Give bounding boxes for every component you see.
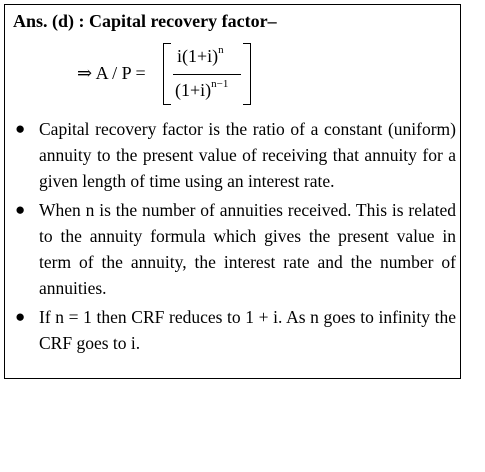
denominator-base: (1+i): [175, 80, 212, 100]
right-bracket: [243, 43, 251, 105]
list-item: [11, 197, 456, 301]
bullet-text: If n = 1 then CRF reduces to 1 + i. As n goes to infinity the CRF goes to i.: [39, 307, 456, 353]
numerator-base: i(1+i): [177, 46, 219, 66]
list-item: [11, 116, 456, 194]
crf-formula: [77, 43, 257, 107]
bullet-icon: ●: [15, 307, 26, 326]
numerator-exponent: n: [218, 44, 224, 56]
formula-numerator: [177, 45, 241, 70]
list-item: [11, 304, 456, 356]
fraction-bar: [173, 74, 241, 75]
implies-symbol: ⇒: [77, 63, 93, 83]
denominator-exponent: n−1: [211, 78, 229, 90]
formula-denominator: [175, 79, 241, 104]
bullet-list: [11, 116, 456, 359]
formula-fraction: [173, 45, 241, 103]
bullet-text: Capital recovery factor is the ratio of a constant (uniform) annuity to the present value of receiving that annuity for a given length of time using an interest rate.: [39, 119, 456, 191]
formula-lhs: [77, 63, 146, 83]
bullet-icon: ●: [15, 200, 26, 219]
bullet-icon: ●: [15, 119, 26, 138]
answer-box: [4, 4, 461, 379]
answer-heading: Ans. (d) : Capital recovery factor–: [13, 11, 277, 31]
left-bracket: [163, 43, 171, 105]
bullet-text: When n is the number of annuities received. This is related to the annuity formula which gives the present value in term of the annuity, the interest rate and the number of annuities.: [39, 200, 456, 298]
formula-lhs-text: A / P =: [95, 63, 146, 83]
